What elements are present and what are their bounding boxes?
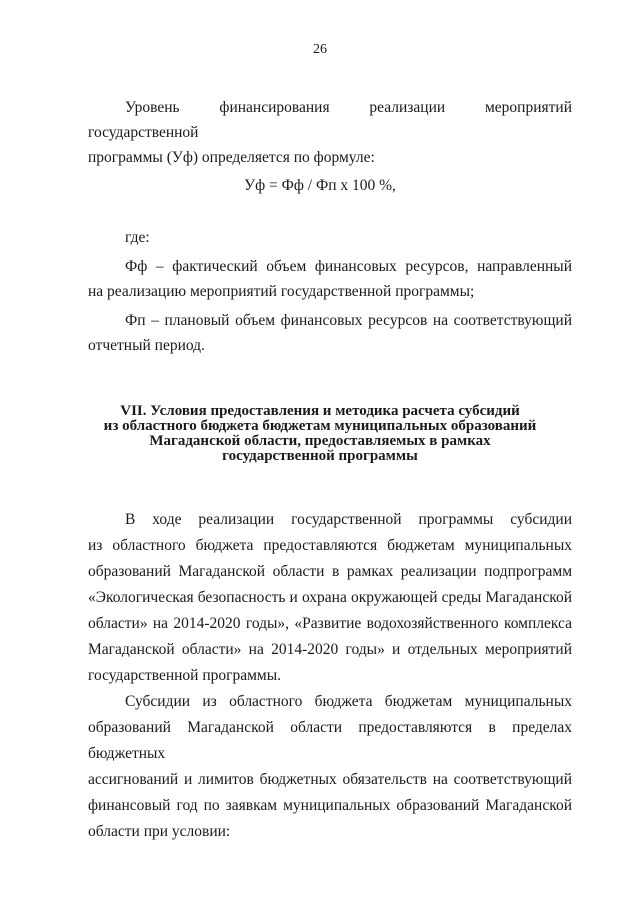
paragraph2-line-1: Субсидии из областного бюджета бюджетам муниципальных xyxy=(125,693,572,710)
paragraph1-line-4: «Экологическая безопасность и охрана окружающей среды Магаданской xyxy=(88,589,572,606)
section-heading xyxy=(60,404,580,464)
definition-fp-line-1: Фп – плановый объем финансовых ресурсов на соответствующий xyxy=(125,312,572,329)
paragraph1-line-3: образований Магаданской области в рамках реализации подпрограмм xyxy=(88,563,572,580)
section-heading-line-4: государственной программы xyxy=(222,448,418,464)
paragraph2-line-2: образований Магаданской области предоставляются в пределах бюджетных xyxy=(88,719,572,762)
paragraph2-line-4: финансовый год по заявкам муниципальных образований Магаданской xyxy=(88,797,572,814)
intro-line-2: программы (Уф) определяется по формуле: xyxy=(88,149,375,166)
paragraph1-line-7: государственной программы. xyxy=(88,667,282,684)
paragraph-subsidies-programs xyxy=(88,507,572,689)
where-label: где: xyxy=(125,229,150,246)
paragraph1-line-6: Магаданской области» на 2014-2020 годы» и отдельных мероприятий xyxy=(88,641,572,658)
paragraph2-line-3: ассигнований и лимитов бюджетных обязательств на соответствующий xyxy=(88,771,572,788)
section-heading-line-2: из областного бюджета бюджетам муниципальных образований xyxy=(103,418,537,434)
definitions-block xyxy=(88,225,572,358)
definition-ff-line-1: Фф – фактический объем финансовых ресурсов, направленный xyxy=(125,258,572,275)
definition-ff-line-2: на реализацию мероприятий государственной программы; xyxy=(88,283,475,300)
intro-paragraph xyxy=(88,95,572,170)
paragraph2-line-5: области при условии: xyxy=(88,823,231,840)
paragraph1-line-2: из областного бюджета предоставляются бюджетам муниципальных xyxy=(88,537,572,554)
formula: Уф = Фф / Фп х 100 %, xyxy=(244,177,396,194)
page-number: 26 xyxy=(313,42,327,57)
paragraph-subsidies-conditions xyxy=(88,689,572,845)
paragraph1-line-1: В ходе реализации государственной программы субсидии xyxy=(125,511,572,528)
definition-fp-line-2: отчетный период. xyxy=(88,337,205,354)
section-heading-line-3: Магаданской области, предоставляемых в рамках xyxy=(149,433,491,449)
intro-line-1: Уровень финансирования реализации мероприятий государственной xyxy=(88,99,572,141)
section-heading-line-1: VII. Условия предоставления и методика расчета субсидий xyxy=(120,403,520,419)
paragraph1-line-5: области» на 2014-2020 годы», «Развитие водохозяйственного комплекса xyxy=(88,615,572,632)
